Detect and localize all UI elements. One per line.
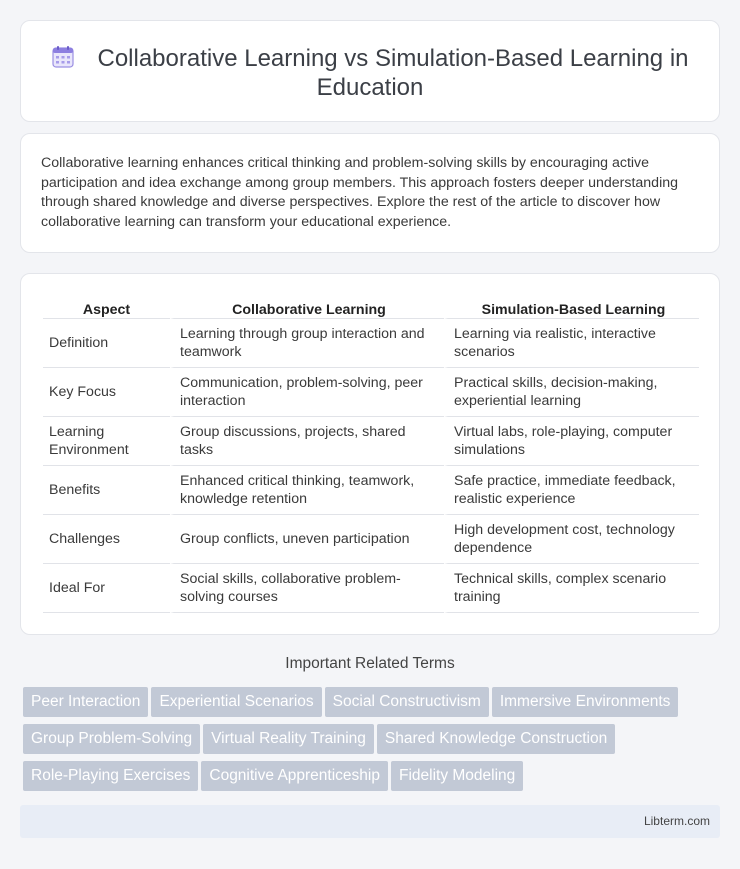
term-tag[interactable]: Social Constructivism bbox=[325, 687, 489, 717]
simulation-cell: High development cost, technology dependence bbox=[444, 515, 699, 564]
table-row bbox=[43, 417, 699, 466]
term-tag[interactable]: Virtual Reality Training bbox=[203, 724, 374, 754]
table-row bbox=[43, 564, 699, 613]
collaborative-cell: Learning through group interaction and teamwork bbox=[170, 319, 444, 368]
term-tag[interactable]: Shared Knowledge Construction bbox=[377, 724, 615, 754]
term-tag[interactable]: Cognitive Apprenticeship bbox=[201, 761, 388, 791]
term-tag[interactable]: Role-Playing Exercises bbox=[23, 761, 198, 791]
aspect-cell: Benefits bbox=[43, 466, 170, 515]
term-tag[interactable]: Immersive Environments bbox=[492, 687, 679, 717]
header-collaborative: Collaborative Learning bbox=[170, 294, 444, 319]
related-terms-heading: Important Related Terms bbox=[285, 655, 455, 672]
collaborative-cell: Group discussions, projects, shared tasks bbox=[170, 417, 444, 466]
collaborative-cell: Social skills, collaborative problem-solving courses bbox=[170, 564, 444, 613]
term-tag[interactable]: Fidelity Modeling bbox=[391, 761, 523, 791]
simulation-cell: Practical skills, decision-making, experiential learning bbox=[444, 368, 699, 417]
aspect-cell: Key Focus bbox=[43, 368, 170, 417]
collaborative-cell: Group conflicts, uneven participation bbox=[170, 515, 444, 564]
aspect-cell: Learning Environment bbox=[43, 417, 170, 466]
simulation-cell: Virtual labs, role-playing, computer simulations bbox=[444, 417, 699, 466]
intro-paragraph: Collaborative learning enhances critical thinking and problem-solving skills by encouraging active participation and idea exchange among group members. This approach fosters deeper understanding through shared knowledge and diverse perspectives. Explore the rest of the article to discover how collaborative learning can transform your educational experience. bbox=[41, 155, 679, 230]
aspect-cell: Challenges bbox=[43, 515, 170, 564]
intro-card bbox=[20, 133, 720, 253]
simulation-cell: Learning via realistic, interactive scenarios bbox=[444, 319, 699, 368]
page-title-row bbox=[51, 44, 689, 102]
term-tag[interactable]: Group Problem-Solving bbox=[23, 724, 200, 754]
page-title: Collaborative Learning vs Simulation-Based Learning in Education bbox=[97, 45, 689, 101]
aspect-cell: Definition bbox=[43, 319, 170, 368]
collaborative-cell: Communication, problem-solving, peer interaction bbox=[170, 368, 444, 417]
header-simulation: Simulation-Based Learning bbox=[444, 294, 699, 319]
term-tag[interactable]: Peer Interaction bbox=[23, 687, 148, 717]
comparison-table-card bbox=[20, 273, 720, 635]
simulation-cell: Technical skills, complex scenario training bbox=[444, 564, 699, 613]
table-header-row bbox=[43, 294, 699, 319]
header-aspect: Aspect bbox=[43, 294, 170, 319]
table-row bbox=[43, 368, 699, 417]
comparison-table bbox=[43, 294, 699, 613]
term-tag[interactable]: Experiential Scenarios bbox=[151, 687, 321, 717]
calendar-icon bbox=[51, 45, 75, 69]
simulation-cell: Safe practice, immediate feedback, realistic experience bbox=[444, 466, 699, 515]
footer-site-link[interactable]: Libterm.com bbox=[643, 814, 710, 828]
footer bbox=[20, 805, 720, 838]
table-row bbox=[43, 466, 699, 515]
aspect-cell: Ideal For bbox=[43, 564, 170, 613]
title-card bbox=[20, 20, 720, 122]
table-row bbox=[43, 319, 699, 368]
collaborative-cell: Enhanced critical thinking, teamwork, knowledge retention bbox=[170, 466, 444, 515]
related-terms-list bbox=[23, 687, 723, 798]
table-row bbox=[43, 515, 699, 564]
